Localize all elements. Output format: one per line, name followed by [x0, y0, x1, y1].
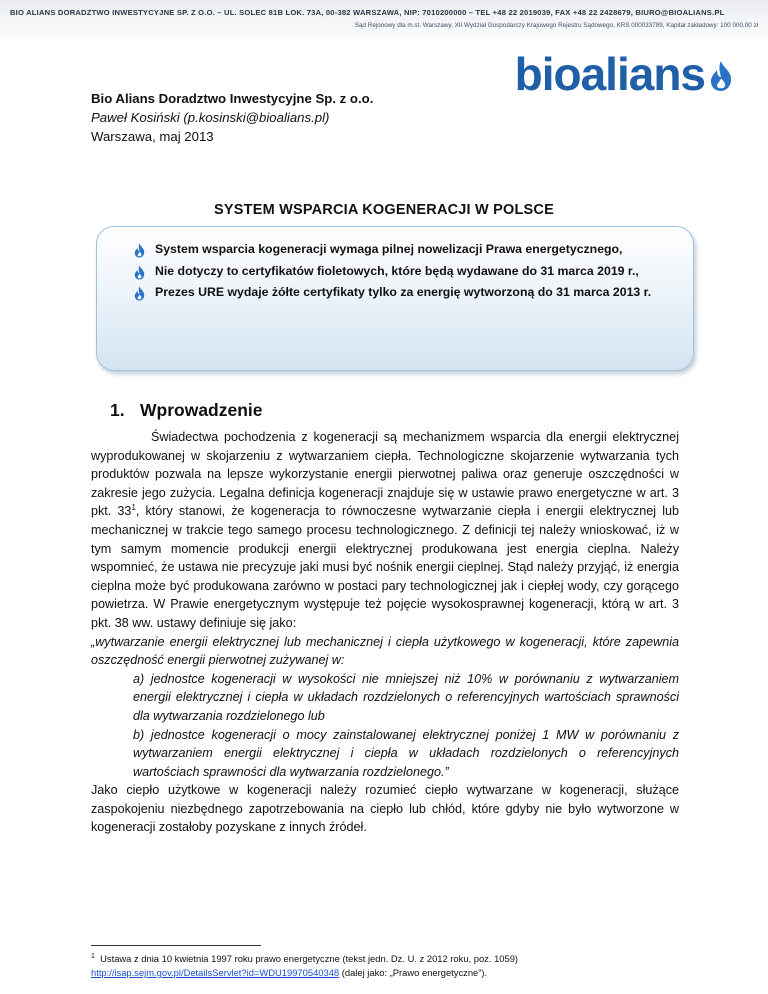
section-heading: [110, 400, 263, 421]
definition-quote: „wytwarzanie energii elektrycznej lub mechanicznej i ciepła użytkowego w kogeneracji, które zapewnia oszczędność energii pierwotnej zużywanej w:: [91, 634, 679, 668]
summary-item: [133, 261, 661, 283]
body-text: [91, 428, 679, 837]
section-title: Wprowadzenie: [140, 400, 263, 420]
footnote-ref[interactable]: 1: [131, 503, 136, 513]
sender-block: [91, 89, 373, 146]
summary-item: [133, 282, 661, 304]
logo-wordmark: bioalians: [514, 48, 705, 100]
footnote-link[interactable]: http://isap.sejm.gov.pl/DetailsServlet?id=WDU19970540348: [91, 967, 340, 978]
sender-company: Bio Alians Doradztwo Inwestycyjne Sp. z o.o.: [91, 91, 374, 106]
footnote-divider: [91, 945, 261, 946]
summary-box: [96, 226, 694, 371]
flame-bullet-icon: [133, 243, 146, 258]
footnote-mark: 1: [91, 952, 95, 960]
bioalians-logo: [515, 46, 734, 102]
footnote: [91, 952, 691, 980]
definition-point-b: b) jednostce kogeneracji o mocy zainstalowanej elektrycznej poniżej 1 MW w porównaniu z wytwarzaniem energii elektrycznej i ciepła w układach rozdzielonych o referencyjnych wartościach sprawności dla wytwarzania rozdzielonego.”: [133, 727, 679, 779]
letterhead-registry: Sąd Rejonowy dla m.st. Warszawy, XII Wydział Gospodarczy Krajowego Rejestru Sądowego, KRS 000033789, Kapitał zakładowy: 100 000,00 zł: [354, 22, 758, 29]
summary-item: [133, 239, 661, 261]
document-title: SYSTEM WSPARCIA KOGENERACJI W POLSCE: [214, 202, 554, 218]
logo-flame-icon: [708, 60, 734, 92]
summary-item-text: Prezes URE wydaje żółte certyfikaty tylko za energię wytworzoną do 31 marca 2013 r.: [155, 285, 652, 299]
paragraph-intro-b: , który stanowi, że kogeneracja to równoczesne wytwarzanie ciepła i energii elektrycznej lub mechanicznej w trakcie tego samego procesu technologicznego. Z definicji tej należy wnioskować, iż w tym samym momencie produkcji energii elektrycznej produkowana jest energia cieplna. Należy wspomnieć, że ustawa nie precyzuje jaki musi być nośnik energii cieplnej. Stąd należy przyjąć, iż energia cieplna może być produkowana zarówno w postaci pary technologicznej jak i ciepłej wody, czy gorącego powietrza. W Prawie energetycznym występuje też pojęcie wysokosprawnej kogeneracji, którą w art. 3 pkt. 38 ww. ustawy definiuje się jako:: [91, 504, 679, 630]
summary-item-text: System wsparcia kogeneracji wymaga pilnej nowelizacji Prawa energetycznego,: [155, 242, 623, 256]
flame-bullet-icon: [133, 286, 146, 301]
paragraph-intro: [91, 428, 679, 633]
letterhead-bar: [0, 0, 768, 46]
summary-list: [133, 239, 661, 304]
section-number: 1.: [110, 400, 125, 420]
letterhead-address: BIO ALIANS DORADZTWO INWESTYCYJNE SP. Z O.O. – UL. SOLEC 81B LOK. 73A, 00-382 WARSZAWA, NIP: 7010200000 – TEL +48 22 2019039, FAX +48 22 2428679, BIURO@BIOALIANS.PL: [10, 8, 725, 17]
sender-place-date: Warszawa, maj 2013: [91, 129, 214, 144]
footnote-after-link: (dalej jako: „Prawo energetyczne”).: [339, 967, 488, 978]
sender-person: Paweł Kosiński (p.kosinski@bioalians.pl): [91, 110, 330, 125]
summary-item-text: Nie dotyczy to certyfikatów fioletowych, które będą wydawane do 31 marca 2019 r.,: [155, 263, 639, 278]
flame-bullet-icon: [133, 265, 146, 280]
definition-point-a: a) jednostce kogeneracji w wysokości nie mniejszej niż 10% w porównaniu z wytwarzaniem energii elektrycznej i ciepła w układach rozdzielonych o referencyjnych wartościach sprawności dla wytwarzania rozdzielonego lub: [133, 671, 679, 723]
paragraph-useful-heat: Jako ciepło użytkowe w kogeneracji należy rozumieć ciepło wytwarzane w kogeneracji, służące zaspokojeniu niezbędnego zapotrzebowania na ciepło lub chłód, które gdyby nie było wytworzone w kogeneracji zostałoby pozyskane z innych źródeł.: [91, 783, 679, 835]
footnote-text: Ustawa z dnia 10 kwietnia 1997 roku prawo energetyczne (tekst jedn. Dz. U. z 2012 roku, poz. 1059): [100, 953, 519, 964]
paragraph-intro-a: Świadectwa pochodzenia z kogeneracji są mechanizmem wsparcia dla energii elektrycznej wyprodukowanej w skojarzeniu z wytwarzaniem ciepła. Technologiczne skojarzenie wytwarzania tych produktów pozwala na lepsze wykorzystanie energii pierwotnej paliwa oraz generuje oszczędności w zakresie jego zużycia. Legalna definicja kogeneracji znajduje się w ustawie prawo energetyczne w art. 3 pkt. 33: [91, 430, 679, 519]
